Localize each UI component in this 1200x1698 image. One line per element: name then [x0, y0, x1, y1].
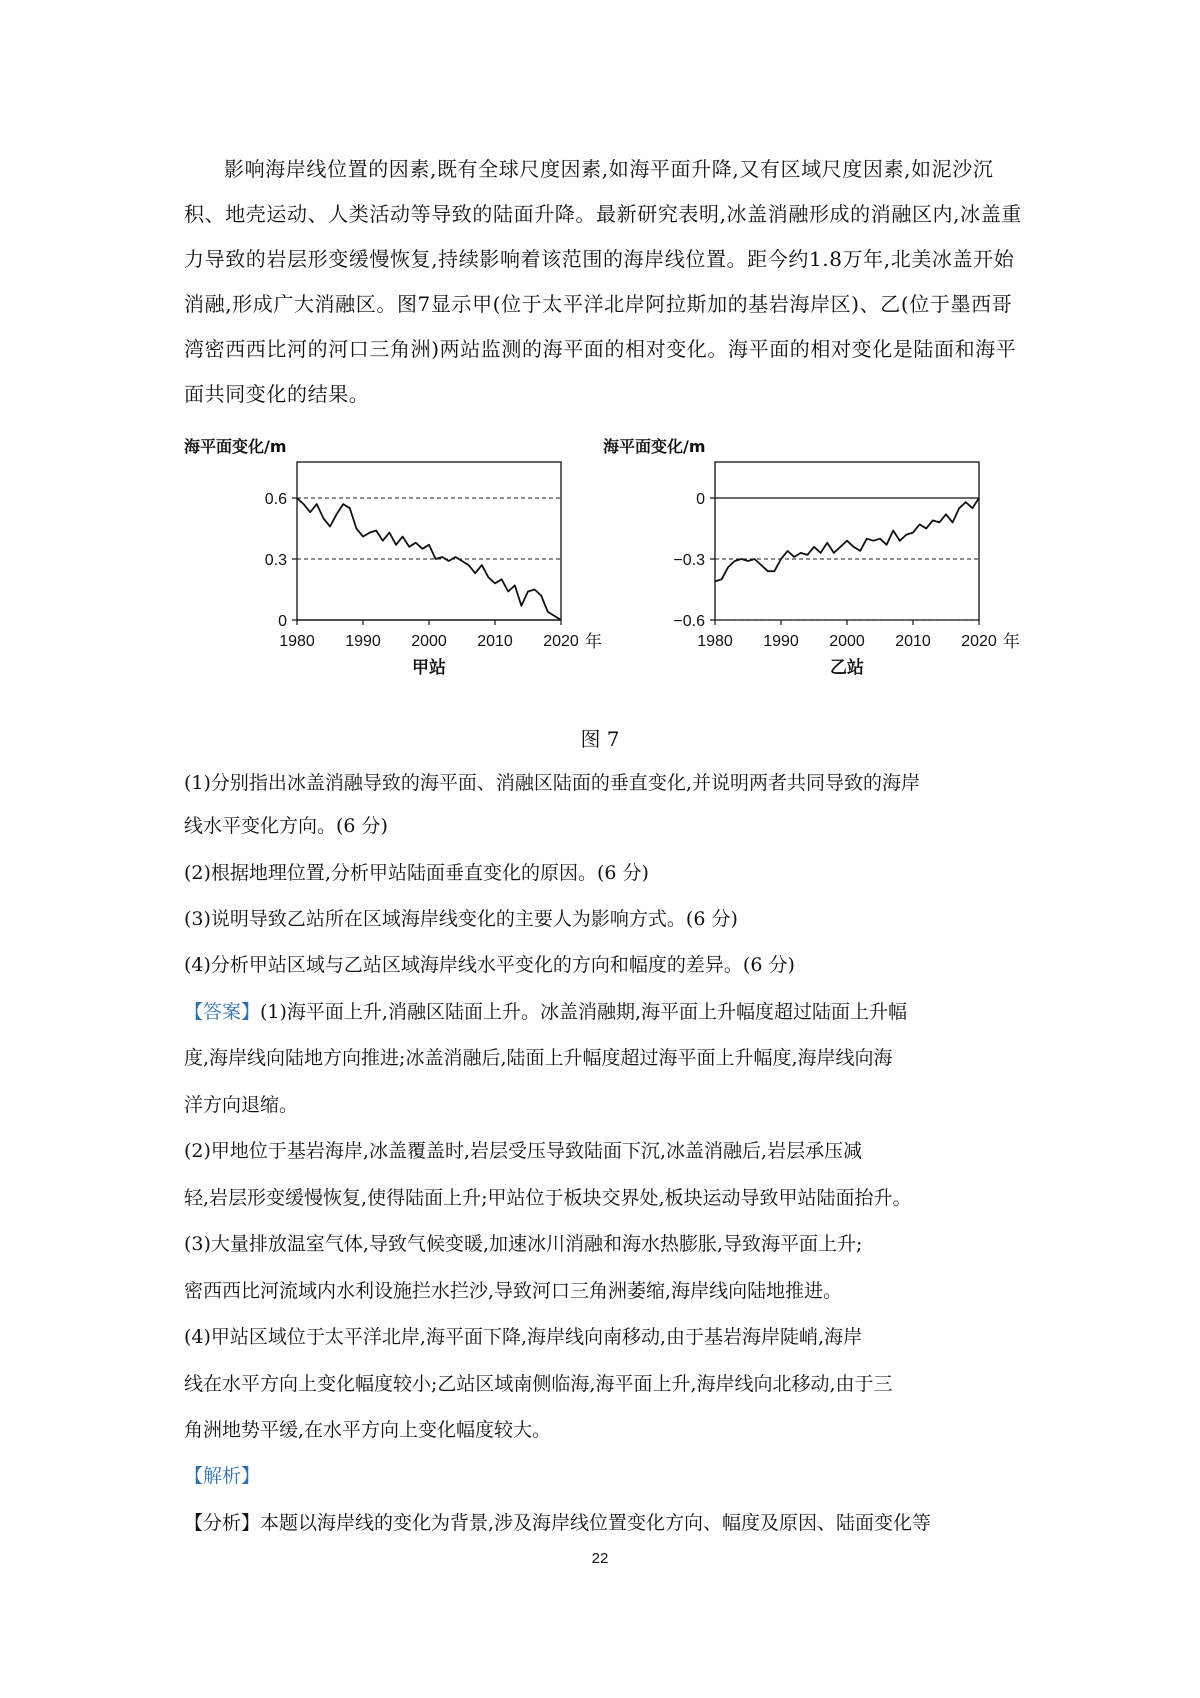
answer-line-7: 密西西比河流域内水利设施拦水拦沙,导致河口三角洲萎缩,海岸线向陆地推进。	[184, 1280, 843, 1302]
yi-ytick-label: −0.6	[673, 613, 705, 630]
answer-line-1: 【答案】(1)海平面上升,消融区陆面上升。冰盖消融期,海平面上升幅度超过陆面上升幅	[184, 1001, 908, 1023]
yi-series-line	[715, 498, 979, 581]
answer-line-5: 轻,岩层形变缓慢恢复,使得陆面上升;甲站位于板块交界处,板块运动导致甲站陆面抬升。	[184, 1187, 912, 1209]
question-1b: 线水平变化方向。(6 分)	[184, 815, 388, 837]
yi-ytick-label: 0	[696, 491, 705, 508]
jia-ytick-label: 0.6	[264, 491, 287, 508]
yi-station-label: 乙站	[830, 658, 864, 678]
yi-xtick-label: 2000	[829, 633, 865, 650]
jia-xtick-label: 2010	[477, 633, 513, 650]
yi-x-unit: 年	[1003, 632, 1020, 652]
jia-station-label: 甲站	[412, 658, 446, 678]
analysis-tag: 【解析】	[184, 1465, 261, 1487]
answer-tag: 【答案】	[184, 1001, 261, 1023]
analysis-label: 【分析】	[184, 1512, 261, 1534]
analysis-line: 【分析】本题以海岸线的变化为背景,涉及海岸线位置变化方向、幅度及原因、陆面变化等	[184, 1512, 932, 1534]
chart-yi-svg	[0, 0, 1200, 720]
yi-y-axis-label: 海平面变化/m	[603, 437, 706, 456]
jia-x-unit: 年	[585, 632, 602, 652]
yi-xtick-label: 1980	[697, 633, 733, 650]
yi-ytick-label: −0.3	[673, 552, 705, 569]
intro-paragraph: 影响海岸线位置的因素,既有全球尺度因素,如海平面升降,又有区域尺度因素,如泥沙沉积、地壳运动、人类活动等导致的陆面升降。最新研究表明,冰盖消融形成的消融区内,冰盖重力导致的岩层形变缓慢恢复,持续影响着该范围的海岸线位置。距今约1.8万年,北美冰盖开始消融,形成广大消融区。图7显示甲(位于太平洋北岸阿拉斯加的基岩海岸区)、乙(位于墨西哥湾密西西比河的河口三角洲)两站监测的海平面的相对变化。海平面的相对变化是陆面和海平面共同变化的结果。	[184, 157, 1022, 406]
figure-caption: 图 7	[580, 727, 620, 751]
question-2: (2)根据地理位置,分析甲站陆面垂直变化的原因。(6 分)	[184, 862, 649, 884]
answer-line-6: (3)大量排放温室气体,导致气候变暖,加速冰川消融和海水热膨胀,导致海平面上升;	[184, 1233, 863, 1255]
jia-xtick-label: 2020	[543, 633, 579, 650]
yi-xtick-label: 2010	[895, 633, 931, 650]
jia-xtick-label: 1980	[279, 633, 315, 650]
answer-line-2: 度,海岸线向陆地方向推进;冰盖消融后,陆面上升幅度超过海平面上升幅度,海岸线向海	[184, 1047, 893, 1069]
yi-xtick-label: 1990	[763, 633, 799, 650]
question-4: (4)分析甲站区域与乙站区域海岸线水平变化的方向和幅度的差异。(6 分)	[184, 954, 795, 976]
jia-xtick-label: 1990	[345, 633, 381, 650]
yi-xtick-label: 2020	[961, 633, 997, 650]
answer-line-3: 洋方向退缩。	[184, 1094, 299, 1116]
jia-ytick-label: 0.3	[264, 552, 287, 569]
answer-line-8: (4)甲站区域位于太平洋北岸,海平面下降,海岸线向南移动,由于基岩海岸陡峭,海岸	[184, 1326, 863, 1348]
question-3: (3)说明导致乙站所在区域海岸线变化的主要人为影响方式。(6 分)	[184, 908, 738, 930]
answer-line-4: (2)甲地位于基岩海岸,冰盖覆盖时,岩层受压导致陆面下沉,冰盖消融后,岩层承压减	[184, 1140, 863, 1162]
jia-xtick-label: 2000	[411, 633, 447, 650]
answer-line-9: 线在水平方向上变化幅度较小;乙站区域南侧临海,海平面上升,海岸线向北移动,由于三	[184, 1373, 893, 1395]
jia-y-axis-label: 海平面变化/m	[184, 437, 287, 456]
page-number: 22	[591, 1550, 609, 1567]
jia-ytick-label: 0	[278, 613, 287, 630]
question-1a: (1)分别指出冰盖消融导致的海平面、消融区陆面的垂直变化,并说明两者共同导致的海岸	[184, 772, 920, 794]
answer-line-10: 角洲地势平缓,在水平方向上变化幅度较大。	[184, 1419, 552, 1441]
